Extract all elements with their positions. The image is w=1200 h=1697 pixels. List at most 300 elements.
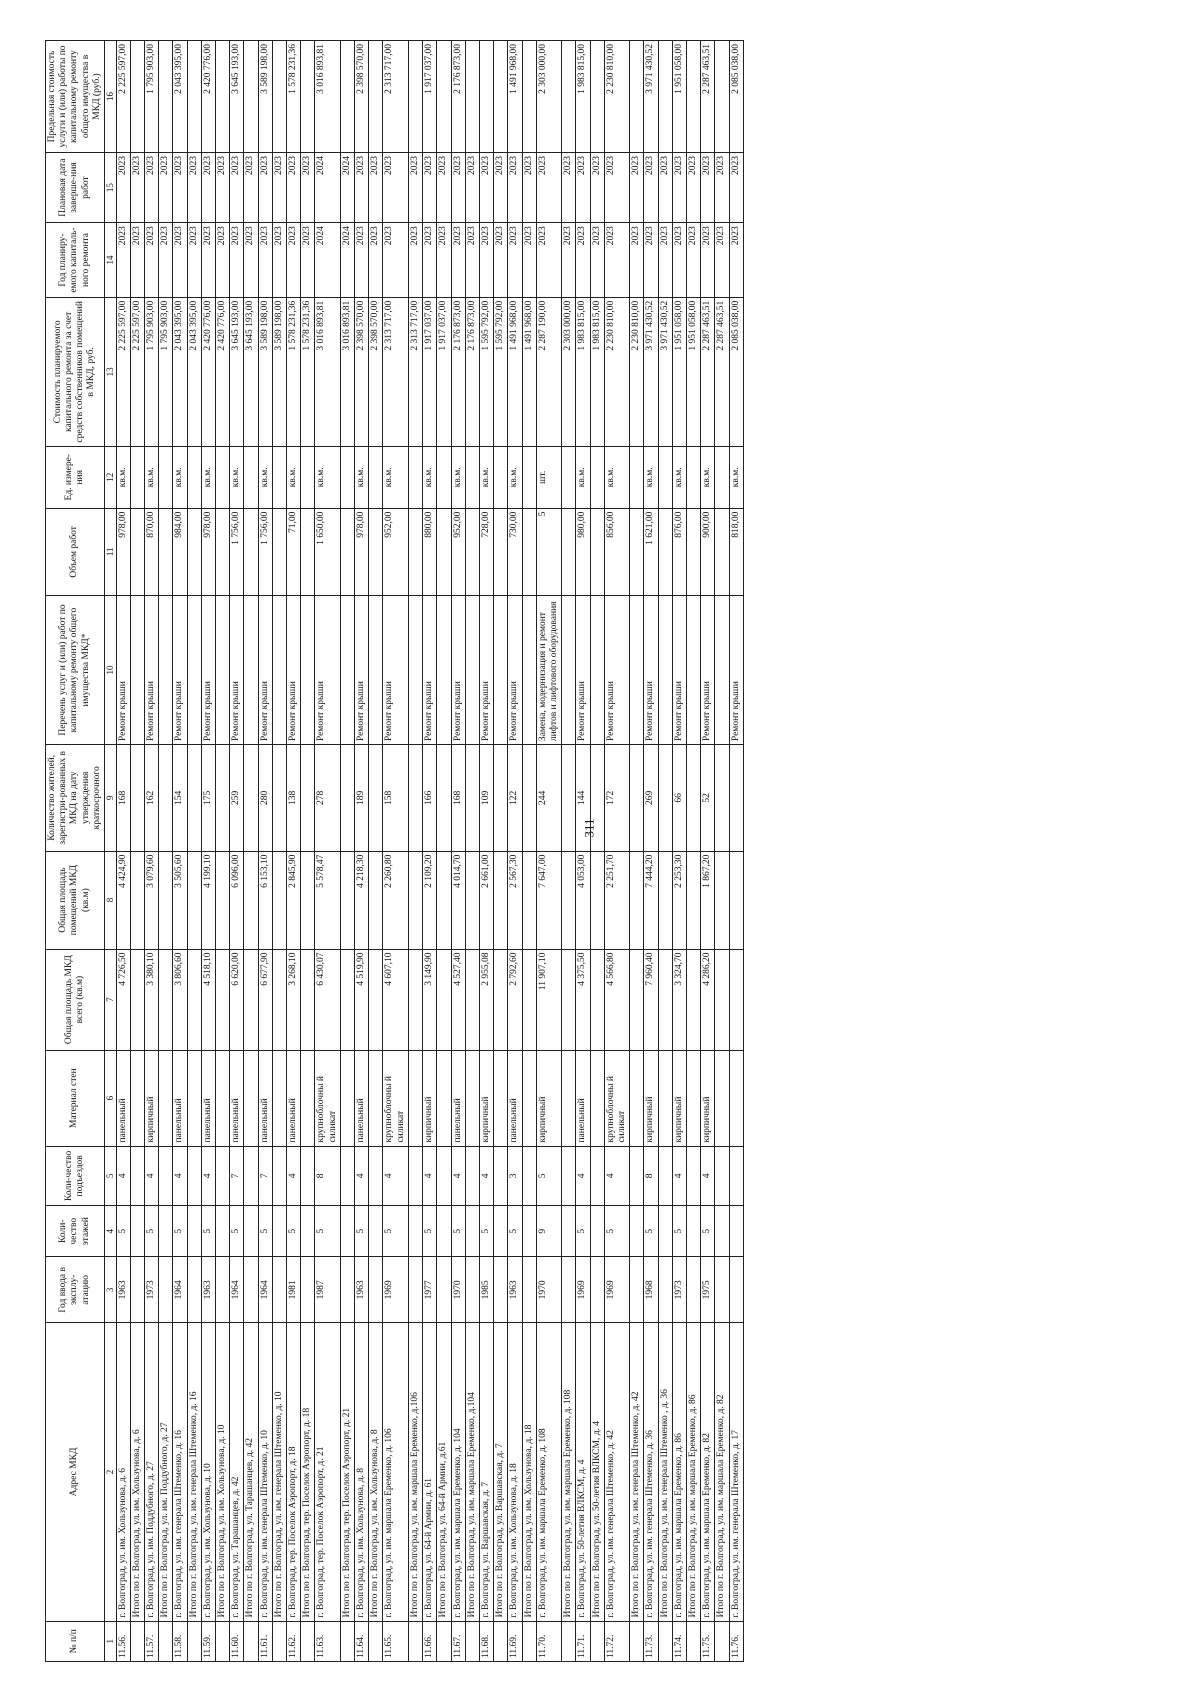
table-cell [301,745,315,852]
table-cell: 2 661,00 [479,851,493,949]
table-cell: 2023 [187,152,201,222]
table-cell: 1 595 792,00 [479,297,493,446]
table-cell [216,949,230,1050]
table-cell: 2023 [130,223,144,298]
table-cell [301,508,315,595]
table-row [479,41,493,1662]
table-cell: 2023 [244,152,258,222]
table-cell: 4 [451,1146,465,1206]
table-cell [272,1146,286,1206]
table-cell [630,595,644,744]
table-cell [630,446,644,508]
table-cell: Итого по г. Волгоград, ул. им. генерала Штеменко, д. 42 [630,1323,644,1621]
table-cell [369,949,383,1050]
table-cell: г. Волгоград, ул. им. маршала Еременко, д. 82 [701,1323,715,1621]
table-cell: 5 [230,1206,244,1257]
table-cell: 5 [383,1206,408,1257]
table-cell: 952,00 [383,508,408,595]
table-row [423,41,437,1662]
table-cell: 728,00 [479,508,493,595]
table-cell [216,745,230,852]
table-cell: 2024 [315,152,340,222]
table-cell: 3 016 893,81 [315,297,340,446]
table-cell [159,949,173,1050]
table-cell [244,1050,258,1146]
table-cell [465,1146,479,1206]
table-cell: 876,00 [672,508,686,595]
table-cell: 11.65. [383,1621,408,1661]
table-cell [408,595,422,744]
subtotal-row [216,41,230,1662]
column-number: 5 [105,1146,117,1206]
table-cell [130,446,144,508]
table-cell [159,595,173,744]
table-cell: г. Волгоград, ул. им. генерала Штеменко, д. 10 [258,1323,272,1621]
table-cell [408,446,422,508]
table-cell: 4 [116,1146,130,1206]
table-cell: 52 [701,745,715,852]
table-cell: 1 578 231,36 [301,297,315,446]
table-cell [408,851,422,949]
table-cell: 3 589 198,00 [258,297,272,446]
table-cell [340,1050,354,1146]
table-cell: 2023 [287,223,301,298]
subtotal-row [715,41,729,1662]
table-cell: Итого по г. Волгоград, тер. Поселок Аэропорт, д. 18 [301,1323,315,1621]
table-cell [437,745,451,852]
table-cell: 11.63. [315,1621,340,1661]
table-cell [187,41,201,153]
table-cell: 1 491 968,00 [508,41,522,153]
table-cell [408,1257,422,1323]
table-cell: 2023 [686,223,700,298]
table-cell [437,1206,451,1257]
table-cell [522,851,536,949]
table-cell: 5 [536,508,561,595]
table-cell: 2023 [658,223,672,298]
table-cell: 2023 [590,223,604,298]
table-cell [187,1257,201,1323]
table-cell [408,1146,422,1206]
column-header: Объем работ [46,508,105,595]
table-cell: г. Волгоград, ул. 64-й Армии, д. 61 [423,1323,437,1621]
table-cell: панельный [173,1050,187,1146]
table-cell: 2023 [355,223,369,298]
column-header: Материал стен [46,1050,105,1146]
table-cell: кв.м. [576,446,590,508]
table-cell [272,595,286,744]
table-cell: Итого по г. Волгоград, ул. им. маршала Еременко, д. 86 [686,1323,700,1621]
table-cell [244,446,258,508]
table-cell: 2023 [216,223,230,298]
table-cell [159,851,173,949]
column-header: Предельная стоимость услуги и (или) работы по капитальному ремонту общего имущества в МКД (руб.) [46,41,105,153]
table-row [355,41,369,1662]
table-cell: 2023 [494,152,508,222]
table-cell: 2023 [701,223,715,298]
table-cell: 2023 [272,152,286,222]
table-cell [437,41,451,153]
table-cell [437,1146,451,1206]
subtotal-row [340,41,354,1662]
table-cell: 2023 [173,152,187,222]
table-cell: 11.68. [479,1621,493,1661]
table-cell: Итого по г. Волгоград, ул. им. маршала Еременко, д.106 [408,1323,422,1621]
table-cell: 1964 [230,1257,244,1323]
table-cell [187,446,201,508]
table-cell: кв.м. [729,446,743,508]
column-header: Коли-чество этажей [46,1206,105,1257]
table-cell: 2 225 597,00 [130,297,144,446]
table-cell [522,1621,536,1661]
table-cell: 2023 [437,223,451,298]
table-cell: 66 [672,745,686,852]
table-cell: 2023 [701,152,715,222]
table-cell [465,949,479,1050]
table-cell: Ремонт крыши [230,595,244,744]
table-cell [465,1206,479,1257]
table-cell [465,1257,479,1323]
table-cell: 2 313 717,00 [383,297,408,446]
table-cell: Ремонт крыши [201,595,215,744]
table-cell: 2023 [465,152,479,222]
table-cell: 4 014,70 [451,851,465,949]
table-cell [522,446,536,508]
table-cell: 2023 [383,152,408,222]
table-cell: 2023 [145,223,159,298]
table-cell: 2 287 190,00 [536,297,561,446]
table-cell: 1 951 058,00 [672,41,686,153]
table-cell: 2023 [201,152,215,222]
table-cell: 11.56. [116,1621,130,1661]
subtotal-row [301,41,315,1662]
table-cell: 978,00 [355,508,369,595]
table-cell: 1963 [116,1257,130,1323]
table-cell [715,41,729,153]
table-cell: 122 [508,745,522,852]
table-cell: 2023 [604,223,629,298]
table-cell: Ремонт крыши [423,595,437,744]
column-header: Ед. измере-ния [46,446,105,508]
table-cell [630,1050,644,1146]
subtotal-row [408,41,422,1662]
table-cell: кв.м. [423,446,437,508]
table-cell [272,1206,286,1257]
table-cell [159,1621,173,1661]
table-cell [715,949,729,1050]
header-row [46,41,105,1662]
table-cell: 3 505,60 [173,851,187,949]
table-cell: 1 491 968,00 [522,297,536,446]
table-cell: 5 [258,1206,272,1257]
table-cell [590,1621,604,1661]
table-cell [658,1621,672,1661]
table-cell: 3 016 893,81 [315,41,340,153]
table-cell [340,595,354,744]
table-cell: 2 398 570,00 [355,41,369,153]
table-cell [437,851,451,949]
table-cell [369,1257,383,1323]
table-cell: 1 621,00 [644,508,658,595]
table-cell [562,1146,576,1206]
table-cell: 2023 [672,152,686,222]
table-cell: панельный [230,1050,244,1146]
table-cell [159,1050,173,1146]
table-cell: 2 260,80 [383,851,408,949]
table-cell: 162 [145,745,159,852]
table-cell [590,508,604,595]
table-cell: 3 380,10 [145,949,159,1050]
table-row [701,41,715,1662]
table-cell: 2023 [522,152,536,222]
table-cell [130,745,144,852]
table-cell: 5 [508,1206,522,1257]
subtotal-row [244,41,258,1662]
table-cell [494,446,508,508]
table-cell: 4 726,50 [116,949,130,1050]
table-cell: кв.м. [355,446,369,508]
table-row [116,41,130,1662]
table-cell: 5 [145,1206,159,1257]
subtotal-row [590,41,604,1662]
table-cell: кв.м. [116,446,130,508]
table-cell: 2023 [729,152,743,222]
table-cell: 3 645 193,00 [244,297,258,446]
page-number: 311 [581,818,597,838]
table-cell: 6 677,90 [258,949,272,1050]
table-cell: 4 424,90 [116,851,130,949]
table-cell: 5 [287,1206,301,1257]
table-cell: 11.69. [508,1621,522,1661]
table-cell: 4 053,00 [576,851,590,949]
table-cell: 4 [287,1146,301,1206]
subtotal-row [686,41,700,1662]
table-cell [272,1621,286,1661]
table-cell [686,949,700,1050]
table-cell [340,446,354,508]
table-cell: 2 043 395,00 [187,297,201,446]
table-cell: Итого по г. Волгоград, ул. им. генерала Штеменко , д. 36 [658,1323,672,1621]
table-cell: 8 [644,1146,658,1206]
subtotal-row [658,41,672,1662]
table-cell: 4 519,90 [355,949,369,1050]
table-cell [686,851,700,949]
column-header: Общая площадь МКД всего (кв.м) [46,949,105,1050]
table-cell [408,949,422,1050]
table-body [116,41,743,1662]
table-cell: г. Волгоград, ул. им. Поддубного, д. 27 [145,1323,159,1621]
table-cell [522,508,536,595]
table-cell [658,595,672,744]
table-cell: 11.71. [576,1621,590,1661]
table-cell: 168 [116,745,130,852]
table-cell: 2023 [715,152,729,222]
table-cell: 2024 [315,223,340,298]
column-number: 11 [105,508,117,595]
table-cell [630,1621,644,1661]
table-cell: 11 907,10 [536,949,561,1050]
table-cell: Итого по г. Волгоград, ул. им. маршала Еременко, д.104 [465,1323,479,1621]
subtotal-row [522,41,536,1662]
table-cell: 7 444,20 [644,851,658,949]
table-cell: 1963 [355,1257,369,1323]
rotated-table-container [45,40,1133,1662]
table-cell: 2 420 776,00 [201,297,215,446]
table-cell [465,446,479,508]
table-cell: 11.73. [644,1621,658,1661]
table-cell [244,851,258,949]
table-cell: 4 [479,1146,493,1206]
table-cell: 2 420 776,00 [201,41,215,153]
table-cell: г. Волгоград, ул. им. генерала Штеменко, д. 16 [173,1323,187,1621]
table-cell [159,1257,173,1323]
table-cell: 1977 [423,1257,437,1323]
table-cell: 1 917 037,00 [423,297,437,446]
table-cell [494,1050,508,1146]
table-cell [340,1621,354,1661]
table-cell [369,1146,383,1206]
table-cell: 2023 [604,152,629,222]
table-cell [522,1050,536,1146]
table-cell [562,745,576,852]
table-cell: 980,00 [576,508,590,595]
table-cell: Итого по г. Волгоград, ул. им. Хользунова, д. 10 [216,1323,230,1621]
table-cell [562,508,576,595]
table-cell [272,41,286,153]
table-cell [159,1146,173,1206]
table-cell [369,446,383,508]
table-cell: Ремонт крыши [258,595,272,744]
column-number: 15 [105,152,117,222]
table-cell: 1987 [315,1257,340,1323]
table-cell: 5 [701,1206,715,1257]
table-cell [729,1257,743,1323]
table-cell: 5 [315,1206,340,1257]
table-cell [715,1050,729,1146]
table-cell: 2023 [437,152,451,222]
table-cell [340,41,354,153]
column-number: 3 [105,1257,117,1323]
table-cell: 109 [479,745,493,852]
table-cell: 2023 [451,152,465,222]
table-cell [715,1257,729,1323]
table-cell [465,508,479,595]
table-row [508,41,522,1662]
table-cell [715,851,729,949]
table-cell: кв.м. [672,446,686,508]
table-cell [590,1206,604,1257]
table-cell: 2023 [508,223,522,298]
table-cell [301,949,315,1050]
table-cell [159,1206,173,1257]
table-cell: 2023 [508,152,522,222]
table-cell: 3 [508,1146,522,1206]
table-cell [590,1257,604,1323]
table-cell: 4 [145,1146,159,1206]
table-cell [216,1257,230,1323]
column-header: № п/п [46,1621,105,1661]
table-cell: 1 983 815,00 [576,297,590,446]
table-row [315,41,340,1662]
table-cell: 2 085 038,00 [729,41,743,153]
table-cell: г. Волгоград, ул. им. маршала Еременко, д. 104 [451,1323,465,1621]
table-cell [408,508,422,595]
table-cell [715,595,729,744]
table-cell: 2023 [630,152,644,222]
table-cell [301,851,315,949]
table-cell: Ремонт крыши [644,595,658,744]
table-cell [272,851,286,949]
table-cell: 5 [672,1206,686,1257]
table-row [383,41,408,1662]
table-cell [590,745,604,852]
table-cell [369,1206,383,1257]
table-cell [130,595,144,744]
table-cell: панельный [258,1050,272,1146]
column-number: 4 [105,1206,117,1257]
table-cell: 856,00 [604,508,629,595]
column-header: Общая площадь помещений МКД (кв.м) [46,851,105,949]
table-cell [494,1257,508,1323]
table-cell [187,745,201,852]
table-cell: 168 [451,745,465,852]
table-cell: 2023 [686,152,700,222]
table-cell [244,1146,258,1206]
table-cell: панельный [116,1050,130,1146]
table-cell: 1 795 903,00 [145,297,159,446]
table-cell [272,949,286,1050]
table-cell: 2023 [465,223,479,298]
table-cell [630,41,644,153]
table-cell: 2 567,30 [508,851,522,949]
table-cell: Итого по г. Волгоград, ул. им. Хользунова, д. 18 [522,1323,536,1621]
table-cell: 269 [644,745,658,852]
table-cell [494,41,508,153]
table-cell: 7 [230,1146,244,1206]
table-cell: г. Волгоград, ул. им. Хользунова, д. 8 [355,1323,369,1621]
table-cell: 2 287 463,51 [701,41,715,153]
table-cell: Ремонт крыши [508,595,522,744]
table-cell [630,745,644,852]
table-cell [658,41,672,153]
table-cell [715,508,729,595]
table-cell: 11.72. [604,1621,629,1661]
table-cell: 6 096,00 [230,851,244,949]
table-cell [369,595,383,744]
table-cell [369,508,383,595]
table-cell: 1963 [201,1257,215,1323]
table-cell: 166 [423,745,437,852]
table-cell [437,1621,451,1661]
table-cell [301,446,315,508]
table-cell: 2023 [729,223,743,298]
table-cell [715,1621,729,1661]
table-cell [562,1621,576,1661]
table-cell: 2023 [658,152,672,222]
table-cell [187,851,201,949]
table-cell: 5 [173,1206,187,1257]
table-cell: кв.м. [604,446,629,508]
table-cell: 2023 [536,223,561,298]
table-cell: 1973 [672,1257,686,1323]
table-cell: 2023 [244,223,258,298]
table-cell: шт. [536,446,561,508]
column-number: 7 [105,949,117,1050]
table-cell: 2023 [479,152,493,222]
table-row [173,41,187,1662]
table-cell [130,1050,144,1146]
table-cell [301,1050,315,1146]
